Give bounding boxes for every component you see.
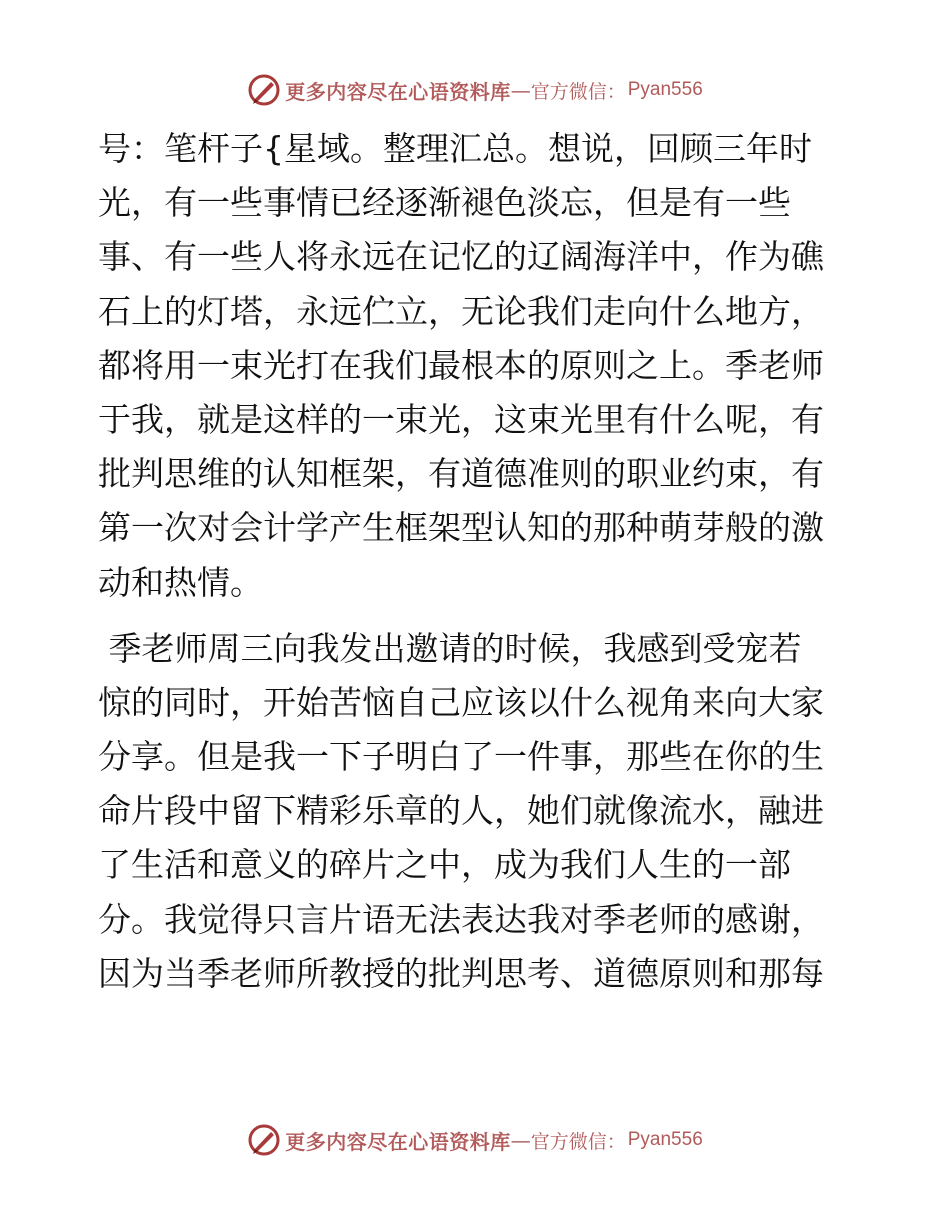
header-wechat-id: Pyan556 <box>627 79 703 100</box>
pen-logo-icon <box>247 73 281 107</box>
text-line: 命片段中留下精彩乐章的人，她们就像流水，融进 <box>98 791 824 831</box>
text-line: 了生活和意义的碎片之中，成为我们人生的一部 <box>98 845 791 885</box>
footer-dash: — <box>510 1128 531 1152</box>
header-dash: — <box>510 78 531 102</box>
text-line: 第一次对会计学产生框架型认知的那种萌芽般的激 <box>98 508 824 548</box>
text-line: 分享。但是我一下子明白了一件事，那些在你的生 <box>98 737 824 777</box>
text-line: 于我，就是这样的一束光，这束光里有什么呢，有 <box>98 399 824 439</box>
paragraph-1 <box>98 122 858 610</box>
text-line: 惊的同时，开始苦恼自己应该以什么视角来向大家 <box>98 682 824 722</box>
text-line: 季老师周三向我发出邀请的时候，我感到受宠若 <box>98 628 802 668</box>
text-line: 光，有一些事情已经逐渐褪色淡忘，但是有一些 <box>98 183 791 223</box>
text-line: 因为当季老师所教授的批判思考、道德原则和那每 <box>98 953 824 993</box>
text-line: 号：笔杆子{星域。整理汇总。想说，回顾三年时 <box>98 129 812 168</box>
footer-wechat-label: 官方微信： <box>530 1130 626 1153</box>
pen-logo-icon <box>247 1123 281 1157</box>
text-line: 批判思维的认知框架，有道德准则的职业约束，有 <box>98 454 824 494</box>
paragraph-gap <box>98 610 858 622</box>
document-body <box>98 122 858 1001</box>
footer-banner <box>0 1120 950 1160</box>
footer-text: 更多内容尽在心语资料库 <box>285 1129 511 1154</box>
text-line: 事、有一些人将永远在记忆的辽阔海洋中，作为礁 <box>98 237 824 277</box>
header-text: 更多内容尽在心语资料库 <box>285 79 511 104</box>
text-line: 石上的灯塔，永远伫立，无论我们走向什么地方， <box>98 291 824 331</box>
footer-wechat-id: Pyan556 <box>627 1129 703 1150</box>
header-wechat-label: 官方微信： <box>530 80 626 103</box>
text-line: 都将用一束光打在我们最根本的原则之上。季老师 <box>98 345 824 385</box>
text-line: 动和热情。 <box>98 562 263 602</box>
paragraph-2 <box>98 622 858 1001</box>
header-banner <box>0 70 950 110</box>
text-line: 分。我觉得只言片语无法表达我对季老师的感谢， <box>98 899 824 939</box>
